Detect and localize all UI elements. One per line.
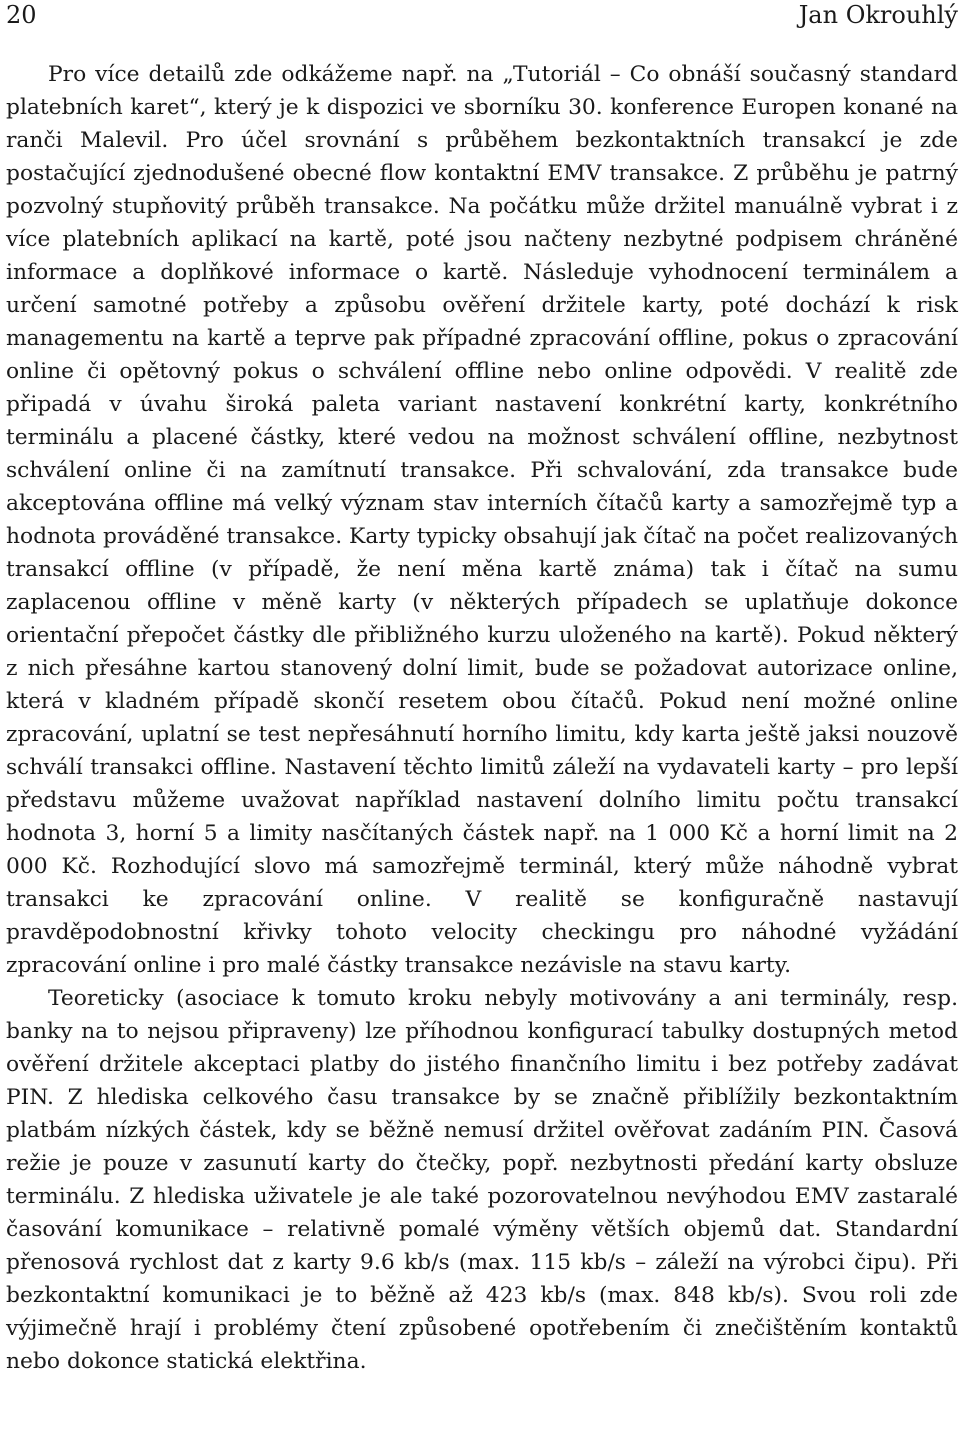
page-number: 20 — [6, 1, 37, 29]
running-header — [6, 2, 958, 36]
paragraph: Pro více detailů zde odkážeme např. na „Tutoriál – Co obnáší současný standard platebních karet“, který je k dispozici ve sborníku 30. konference Europen konané na ranči Malevil. Pro účel srovnání s průběhem bezkontaktních transakcí je zde postačující zjednodušené obecné flow kontaktní EMV transakce. Z průběhu je patrný pozvolný stupňovitý průběh transakce. Na počátku může držitel manuálně vybrat i z více platebních aplikací na kartě, poté jsou načteny nezbytné podpisem chráněné informace a doplňkové informace o kartě. Následuje vyhodnocení terminálem a určení samotné potřeby a způsobu ověření držitele karty, poté dochází k risk managementu na kartě a teprve pak případné zpracování offline, pokus o zpracování online či opětovný pokus o schválení offline nebo online odpovědi. V realitě zde připadá v úvahu široká paleta variant nastavení konkrétní karty, konkrétního terminálu a placené částky, které vedou na možnost schválení offline, nezbytnost schválení online či na zamítnutí transakce. Při schvalování, zda transakce bude akceptována offline má velký význam stav interních čítačů karty a samozřejmě typ a hodnota prováděné transakce. Karty typicky obsahují jak čítač na počet realizovaných transakcí offline (v případě, že není měna kartě známa) tak i čítač na sumu zaplacenou offline v měně karty (v některých případech se uplatňuje dokonce orientační přepočet částky dle přibližného kurzu uloženého na kartě). Pokud některý z nich přesáhne kartou stanovený dolní limit, bude se požadovat autorizace online, která v kladném případě skončí resetem obou čítačů. Pokud není možné online zpracování, uplatní se test nepřesáhnutí horního limitu, kdy karta ještě jaksi nouzově schválí transakci offline. Nastavení těchto limitů záleží na vydavateli karty – pro lepší představu můžeme uvažovat například nastavení dolního limitu počtu transakcí hodnota 3, horní 5 a limity nasčítaných částek např. na 1 000 Kč a horní limit na 2 000 Kč. Rozhodující slovo má samozřejmě terminál, který může náhodně vybrat transakci ke zpracování online. V realitě se konfiguračně nastavují pravděpodobnostní křivky tohoto velocity checkingu pro náhodné vyžádání zpracování online i pro malé částky transakce nezávisle na stavu karty. — [6, 62, 958, 978]
running-author: Jan Okrouhlý — [798, 1, 958, 29]
paragraph: Teoreticky (asociace k tomuto kroku nebyly motivovány a ani terminály, resp. banky na to nejsou připraveny) lze příhodnou konfigurací tabulky dostupných metod ověření držitele akceptaci platby do jistého finančního limitu i bez potřeby zadávat PIN. Z hlediska celkového času transakce by se značně přiblížily bezkontaktním platbám nízkých částek, kdy se běžně nemusí držitel ověřovat zadáním PIN. Časová režie je pouze v zasunutí karty do čtečky, popř. nezbytnosti předání karty obsluze terminálu. Z hlediska uživatele je ale také pozorovatelnou nevýhodou EMV zastaralé časování komunikace – relativně pomalé výměny větších objemů dat. Standardní přenosová rychlost dat z karty 9.6 kb/s (max. 115 kb/s – záleží na výrobci čipu). Při bezkontaktní komunikaci je to běžně až 423 kb/s (max. 848 kb/s). Svou roli zde výjimečně hrají i problémy čtení způsobené opotřebením či znečištěním kontaktů nebo dokonce statická elektřina. — [6, 986, 958, 1374]
body-text — [6, 58, 958, 1378]
